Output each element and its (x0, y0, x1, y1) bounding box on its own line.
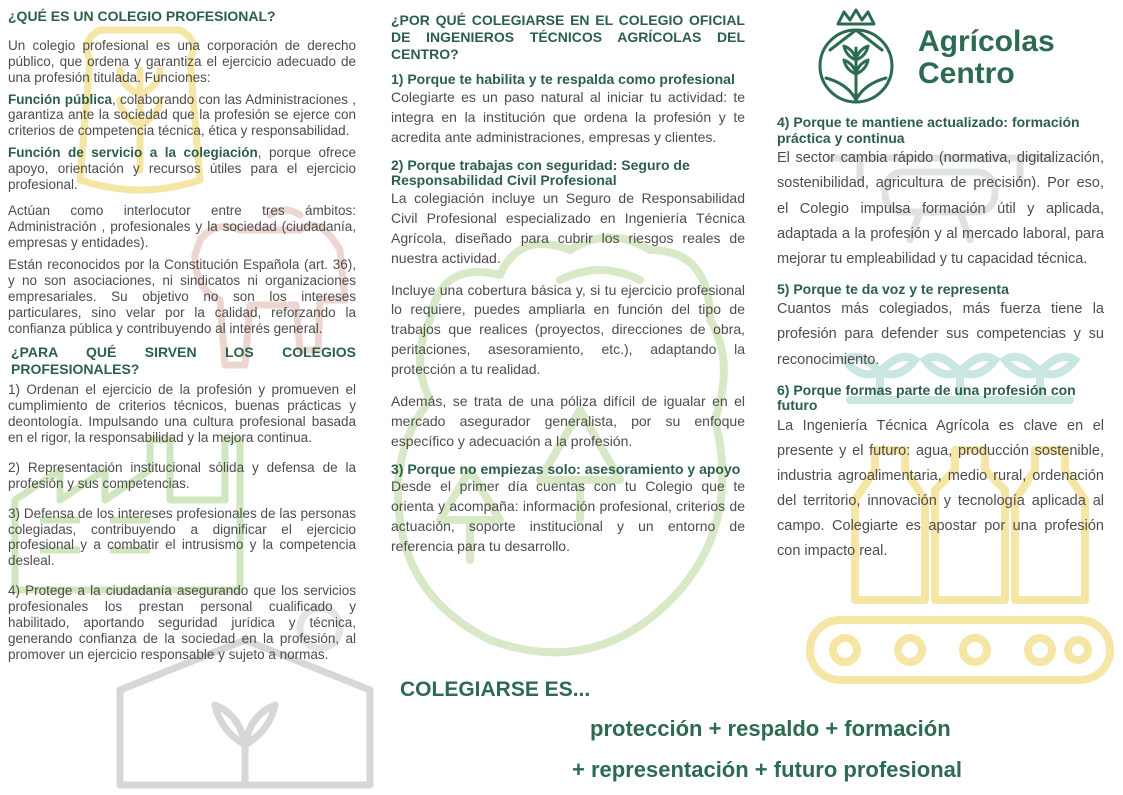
cta-heading: COLEGIARSE ES... (400, 678, 591, 701)
reason-1-text: Colegiarte es un paso natural al iniciar tu actividad: te integra en la institución que ordena la profesión y te acredita ante administraciones, empresas y clientes. (391, 89, 745, 145)
reason-3-text: Desde el primer día cuentas con tu Colegio que te orienta y acompaña: información profesional, criterios de actuación, soporte institucional y un entorno de referencia para tu desarrollo. (391, 478, 745, 554)
function-public-label: Función pública (8, 91, 112, 107)
reason-6-title: 6) Porque formas parte de una profesión con futuro (777, 381, 1076, 414)
interlocutor-paragraph: Actúan como interlocutor entre tres ámbitos: Administración , profesionales y la sociedad (ciudadanía, empresas y entidades). (8, 203, 356, 250)
section-title-purpose: ¿PARA QUÉ SIRVEN LOS COLEGIOS PROFESIONALES? (11, 344, 356, 378)
purpose-item-1: 1) Ordenan el ejercicio de la profesión y promueven el cumplimiento de criterios técnicos, buenas prácticas y deontología. Impulsando una cultura profesional basada en el rigor, la responsabilidad y la mejora continua. (8, 382, 356, 445)
brand-line2: Centro (918, 56, 1015, 90)
intro-paragraph: Un colegio profesional es una corporación de derecho público, que ordena y garantiza el ejercicio adecuado de una profesión titulada. Funciones: (8, 37, 356, 85)
reason-5-title: 5) Porque te da voz y te representa (777, 280, 1009, 297)
function-public-paragraph (8, 92, 356, 140)
column-left (8, 8, 356, 669)
constitution-paragraph: Están reconocidos por la Constitución Española (art. 36), y no son asociaciones, ni sindicatos ni organizaciones empresariales. Su objetivo no son los intereses particulares, sino velar por la calidad, reforzando la confianza pública y contribuyendo al interés general. (8, 256, 356, 336)
function-service-text: , porque ofrece apoyo, orientación y recursos útiles para el ejercicio profesional. (8, 145, 356, 193)
reason-1-title: 1) Porque te habilita y te respalda como profesional (391, 71, 735, 88)
reason-4-text: El sector cambia rápido (normativa, digitalización, sostenibilidad, agricultura de precisión). Por eso, el Colegio impulsa formación útil y aplicada, adaptada a la profesión y al mercado laboral, para mejorar tu empleabilidad y tu capacidad técnica. (777, 150, 1104, 267)
function-service-paragraph (8, 145, 356, 193)
reason-5-text: Cuantos más colegiados, más fuerza tiene la profesión para defender sus competencias y su reconocimiento. (777, 301, 1104, 368)
function-service-label: Función de servicio a la colegiación (8, 145, 258, 161)
section-title-what-is: ¿QUÉ ES UN COLEGIO PROFESIONAL? (8, 8, 276, 24)
brand-line1: Agrícolas (918, 25, 1055, 58)
slogan-line-1: protección + respaldo + formación (590, 716, 951, 741)
reason-2-title: 2) Porque trabajas con seguridad: Seguro de Responsabilidad Civil Profesional (391, 156, 690, 189)
reason-2-text-2: Incluye una cobertura básica y, si tu ejercicio profesional lo requiere, puedes ampliarla en función del tipo de trabajos que realices (proyectos, direcciones de obra, peritaciones, asesoramiento, etc.), adaptando la protección a tu realidad. (391, 281, 745, 378)
column-middle (391, 12, 745, 561)
slogan-line-2: + representación + futuro profesional (572, 757, 962, 782)
section-title-why: ¿POR QUÉ COLEGIARSE EN EL COLEGIO OFICIAL DE INGENIEROS TÉCNICOS AGRÍCOLAS DEL CENTRO? (391, 12, 745, 62)
reason-2-text-1: La colegiación incluye un Seguro de Responsabilidad Civil Profesional especializado en Ingeniería Técnica Agrícola, diseñado para cubrir los riesgos reales de nuestra actividad. (391, 190, 745, 266)
reason-3-title: 3) Porque no empiezas solo: asesoramiento y apoyo (391, 460, 741, 477)
column-right (777, 115, 1104, 564)
brand-name (918, 26, 1055, 90)
purpose-item-4: 4) Protege a la ciudadanía asegurando que los servicios profesionales los prestan personal cualificado y habilitado, aportando seguridad jurídica y técnica, generando confianza de la sociedad en la profesión, al promover un ejercicio responsable y sujeto a normas. (8, 583, 356, 662)
reason-2-text-3: Además, se trata de una póliza difícil de igualar en el mercado asegurador generalista, por su enfoque específico y adecuación a la profesión. (391, 392, 745, 449)
purpose-item-2: 2) Representación institucional sólida y defensa de la profesión y sus competencias. (8, 459, 356, 491)
purpose-item-3: 3) Defensa de los intereses profesionales de las personas colegiadas, contribuyendo a dignificar el ejercicio profesional y a combatir el intrusismo y la competencia desleal. (8, 505, 356, 569)
reason-6-text: La Ingeniería Técnica Agrícola es clave en el presente y el futuro: agua, producción sostenible, industria agroalimentaria, medio rural, ordenación del territorio, innovación y tecnología aplicada al campo. Colegiarte es apostar por una profesión con impacto real. (777, 417, 1104, 560)
reason-4-title: 4) Porque te mantiene actualizado: formación práctica y continua (777, 114, 1080, 146)
function-public-text: , colaborando con las Administraciones , garantiza ante la sociedad que la profesión se ejerce con criterios de competencia técnica, ética y responsabilidad. (8, 91, 357, 139)
